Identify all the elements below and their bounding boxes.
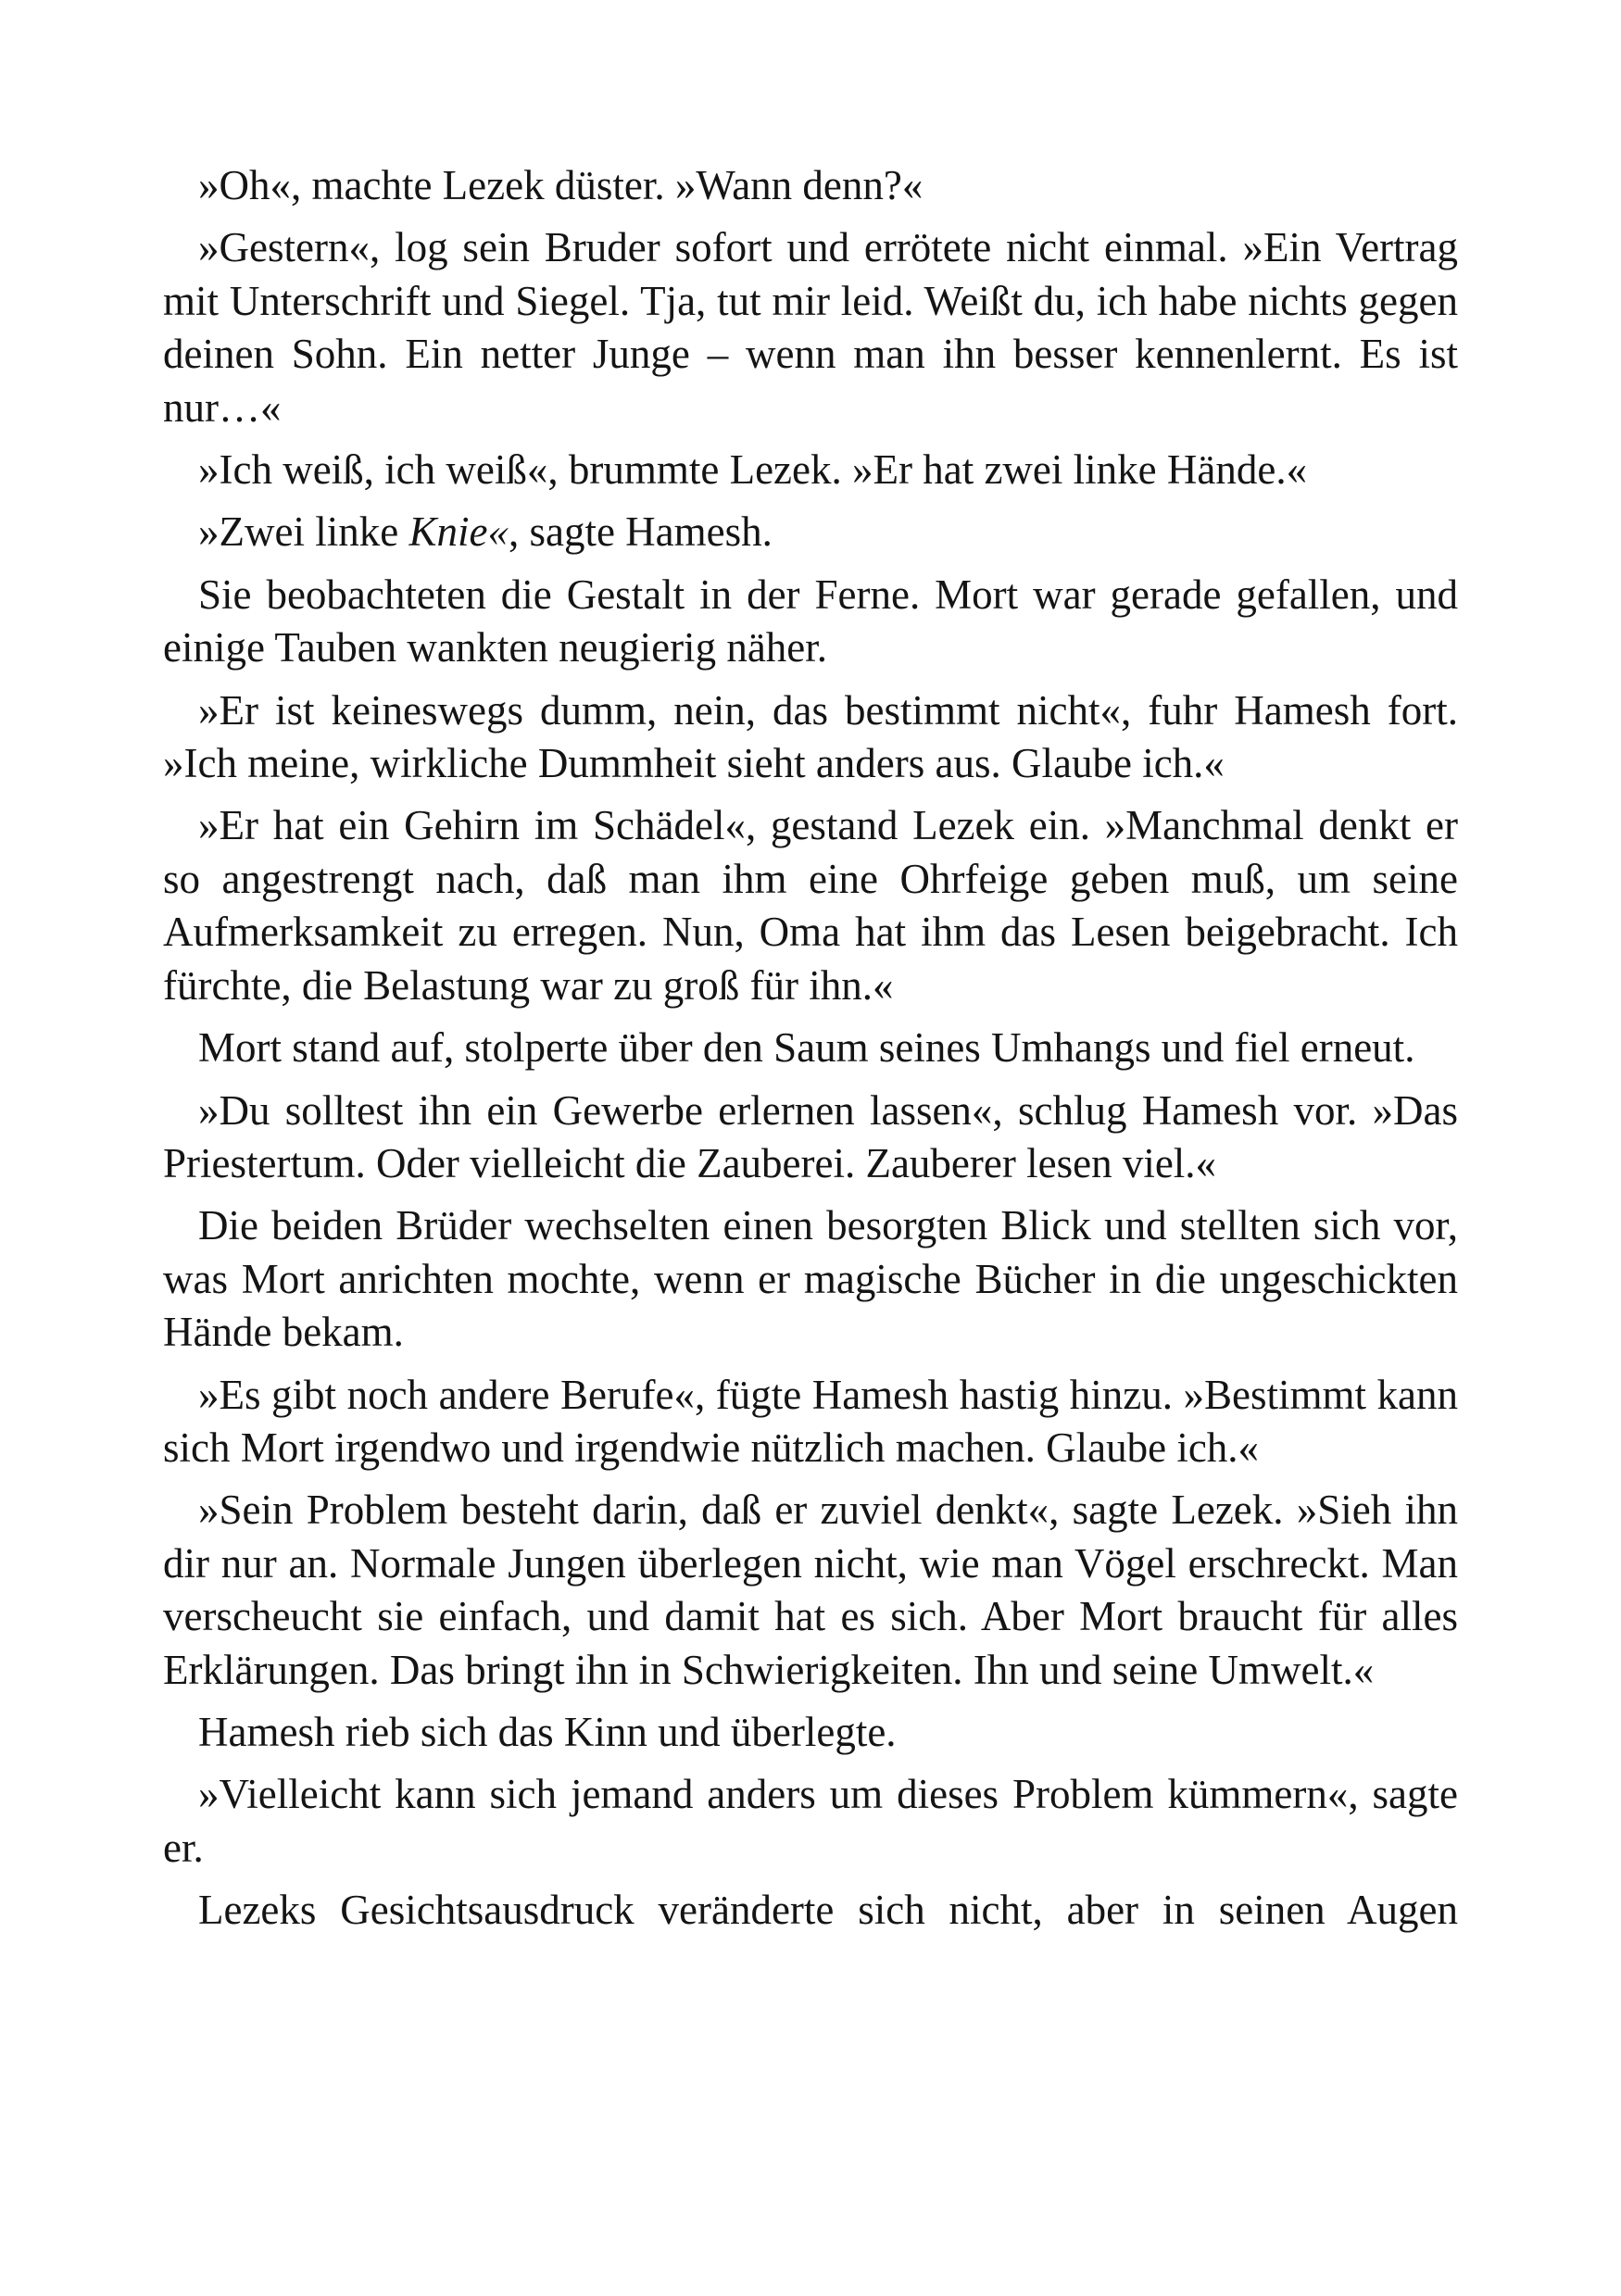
paragraph: »Gestern«, log sein Bruder sofort und errötete nicht einmal. »Ein Vertrag mit Unterschrift und Siegel. Tja, tut mir leid. Weißt du, ich habe nichts gegen deinen Sohn. Ein netter Junge – wenn man ihn besser kennenlernt. Es ist nur…«: [163, 224, 1458, 431]
paragraph: »Sein Problem besteht darin, daß er zuviel denkt«, sagte Lezek. »Sieh ihn dir nur an. Normale Jungen überlegen nicht, wie man Vögel erschreckt. Man verscheucht sie einfach, und damit hat es sich. Aber Mort braucht für alles Erklärungen. Das bringt ihn in Schwierigkeiten. Ihn und seine Umwelt.«: [163, 1487, 1458, 1693]
paragraph: »Oh«, machte Lezek düster. »Wann denn?«: [198, 162, 924, 208]
paragraph-text: »Zwei linke: [198, 508, 409, 556]
paragraph: »Er ist keineswegs dumm, nein, das bestimmt nicht«, fuhr Hamesh fort. »Ich meine, wirkliche Dummheit sieht anders aus. Glaube ich.«: [163, 686, 1458, 787]
paragraph: »Du solltest ihn ein Gewerbe erlernen lassen«, schlug Hamesh vor. »Das Priestertum. Oder vielleicht die Zauberei. Zauberer lesen viel.«: [163, 1086, 1458, 1186]
italic-text: Knie«: [408, 508, 509, 556]
paragraph: Die beiden Brüder wechselten einen besorgten Blick und stellten sich vor, was Mort anrichten mochte, wenn er magische Bücher in die ungeschickten Hände bekam.: [163, 1202, 1458, 1356]
paragraph: Mort stand auf, stolperte über den Saum seines Umhangs und fiel erneut.: [198, 1024, 1415, 1072]
paragraph: Lezeks Gesichtsausdruck veränderte sich nicht, aber in seinen Augen: [198, 1887, 1458, 1934]
paragraph: »Ich weiß, ich weiß«, brummte Lezek. »Er hat zwei linke Hände.«: [198, 446, 1308, 494]
paragraph: »Vielleicht kann sich jemand anders um dieses Problem kümmern«, sagte er.: [163, 1771, 1458, 1871]
book-page: [163, 159, 1458, 1947]
paragraph: [163, 506, 1458, 558]
paragraph: »Es gibt noch andere Berufe«, fügte Hamesh hastig hinzu. »Bestimmt kann sich Mort irgendwo und irgendwie nützlich machen. Glaube ich.«: [163, 1371, 1458, 1471]
paragraph: Sie beobachteten die Gestalt in der Ferne. Mort war gerade gefallen, und einige Tauben wankten neugierig näher.: [163, 571, 1458, 671]
paragraph: Hamesh rieb sich das Kinn und überlegte.: [198, 1708, 897, 1755]
paragraph-text: , sagte Hamesh.: [508, 508, 773, 556]
paragraph: »Er hat ein Gehirn im Schädel«, gestand Lezek ein. »Manchmal denkt er so angestrengt nach, daß man ihm eine Ohrfeige geben muß, um seine Aufmerksamkeit zu erregen. Nun, Oma hat ihm das Lesen beigebracht. Ich fürchte, die Belastung war zu groß für ihn.«: [163, 802, 1458, 1009]
